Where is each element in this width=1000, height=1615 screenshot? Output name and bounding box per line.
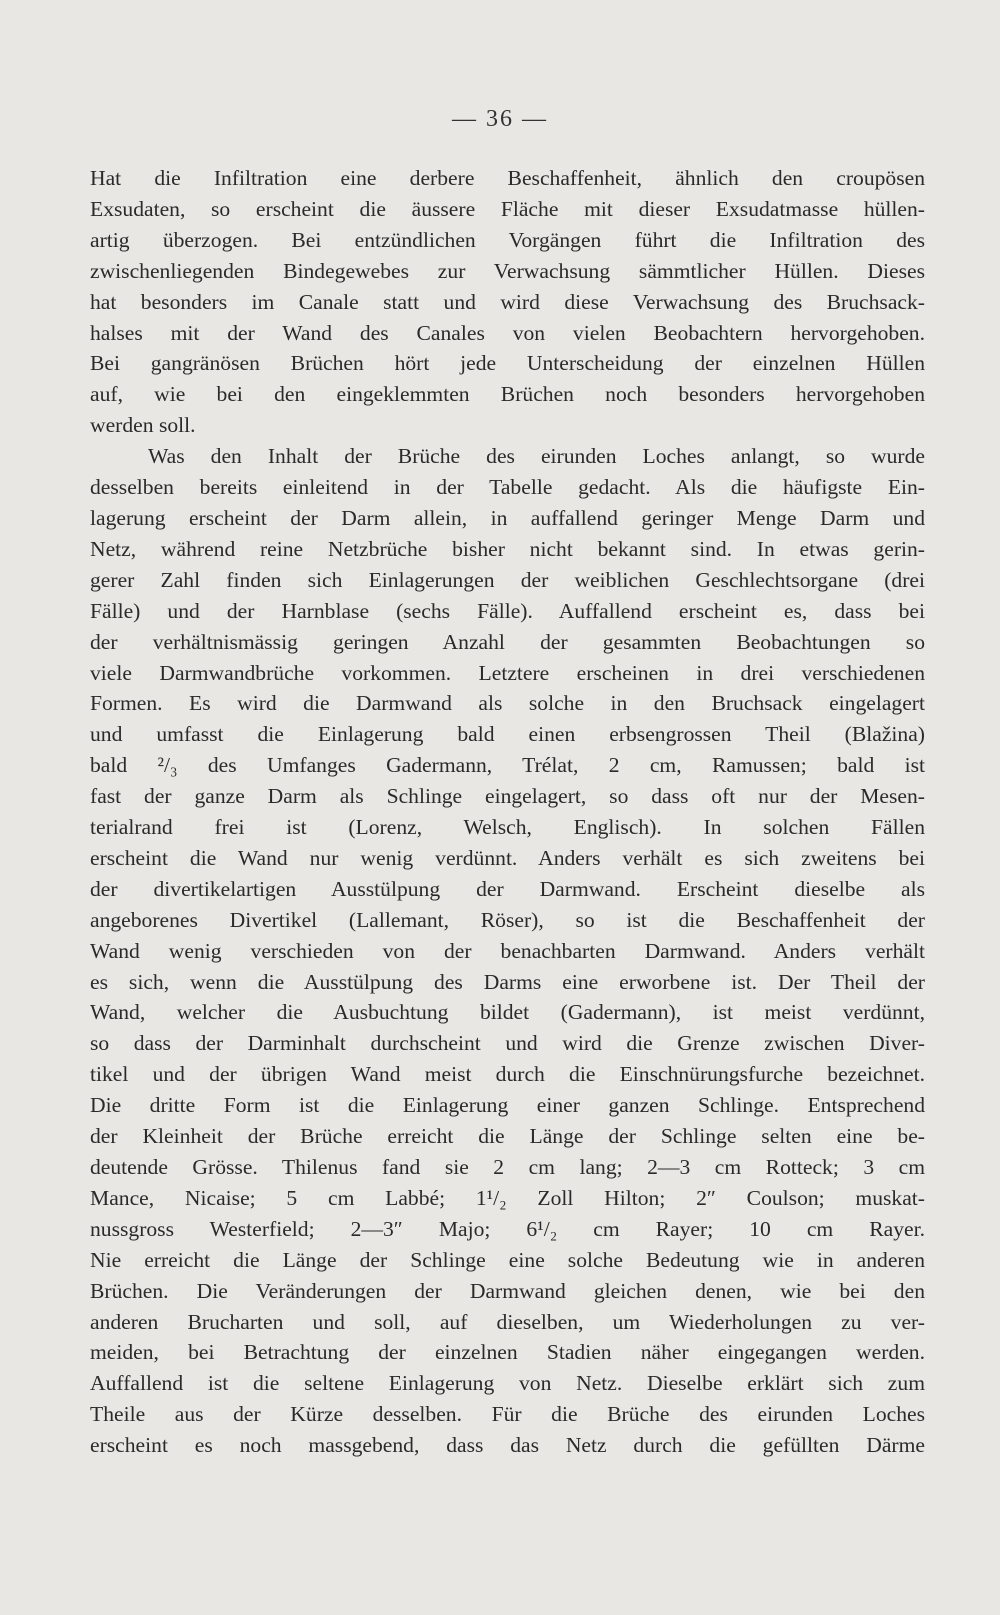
text-line: tikel und der übrigen Wand meist durch die Einschnürungsfurche bezeichnet. — [90, 1062, 925, 1087]
text-line: Was den Inhalt der Brüche des eirunden Loches anlangt, so wurde — [148, 444, 925, 469]
text-line: deutende Grösse. Thilenus fand sie 2 cm lang; 2—3 cm Rotteck; 3 cm — [90, 1155, 925, 1179]
text-line: Netz, während reine Netzbrüche bisher nicht bekannt sind. In etwas gerin- — [90, 536, 925, 561]
text-line: Formen. Es wird die Darmwand als solche in den Bruchsack eingelagert — [90, 691, 925, 716]
text-line: angeborenes Divertikel (Lallemant, Röser), so ist die Beschaffenheit der — [90, 907, 925, 932]
text-line: Mance, Nicaise; 5 cm Labbé; 1¹/₂ Zoll Hilton; 2″ Coulson; muskat- — [90, 1185, 925, 1210]
text-line: halses mit der Wand des Canales von vielen Beobachtern hervorgehoben. — [90, 320, 925, 345]
text-line: fast der ganze Darm als Schlinge eingelagert, so dass oft nur der Mesen- — [90, 784, 925, 809]
text-line: Brüchen. Die Veränderungen der Darmwand gleichen denen, wie bei den — [90, 1278, 925, 1303]
text-line: so dass der Darminhalt durchscheint und wird die Grenze zwischen Diver- — [90, 1031, 925, 1056]
text-line: es sich, wenn die Ausstülpung des Darms eine erworbene ist. Der Theil der — [90, 969, 925, 994]
text-line: Wand, welcher die Ausbuchtung bildet (Gadermann), ist meist verdünnt, — [90, 1000, 925, 1025]
text-line: erscheint es noch massgebend, dass das Netz durch die gefüllten Därme — [90, 1433, 925, 1458]
text-line: Wand wenig verschieden von der benachbarten Darmwand. Anders verhält — [90, 938, 925, 963]
text-line: der Kleinheit der Brüche erreicht die Länge der Schlinge selten eine be- — [90, 1124, 925, 1149]
text-line: Fälle) und der Harnblase (sechs Fälle). Auffallend erscheint es, dass bei — [90, 598, 925, 623]
text-line: werden soll. — [90, 413, 196, 438]
text-line: auf, wie bei den eingeklemmten Brüchen noch besonders hervorgehoben — [90, 382, 925, 407]
text-line: Die dritte Form ist die Einlagerung einer ganzen Schlinge. Entsprechend — [90, 1093, 925, 1118]
text-line: erscheint die Wand nur wenig verdünnt. Anders verhält es sich zweitens bei — [90, 845, 925, 870]
text-line: Nie erreicht die Länge der Schlinge eine solche Bedeutung wie in anderen — [90, 1247, 925, 1272]
text-line: und umfasst die Einlagerung bald einen erbsengrossen Theil (Blažina) — [90, 722, 925, 747]
text-line: Auffallend ist die seltene Einlagerung von Netz. Dieselbe erklärt sich zum — [90, 1371, 925, 1396]
text-line: desselben bereits einleitend in der Tabelle gedacht. Als die häufigste Ein- — [90, 475, 925, 500]
text-line: gerer Zahl finden sich Einlagerungen der weiblichen Geschlechtsorgane (drei — [90, 567, 925, 592]
text-line: bald ²/₃ des Umfanges Gadermann, Trélat, 2 cm, Ramussen; bald ist — [90, 753, 925, 778]
text-line: hat besonders im Canale statt und wird diese Verwachsung des Bruchsack- — [90, 289, 925, 314]
text-line: Bei gangränösen Brüchen hört jede Unterscheidung der einzelnen Hüllen — [90, 351, 925, 376]
text-line: der divertikelartigen Ausstülpung der Darmwand. Erscheint dieselbe als — [90, 876, 925, 901]
text-line: zwischenliegenden Bindegewebes zur Verwachsung sämmtlicher Hüllen. Dieses — [90, 258, 925, 283]
paragraph-1 — [90, 163, 925, 441]
text-line: Exsudaten, so erscheint die äussere Fläche mit dieser Exsudatmasse hüllen- — [90, 196, 925, 221]
text-line: der verhältnismässig geringen Anzahl der gesammten Beobachtungen so — [90, 629, 925, 654]
text-line: viele Darmwandbrüche vorkommen. Letztere erscheinen in drei verschiedenen — [90, 660, 925, 685]
paragraph-2 — [90, 441, 925, 1461]
text-line: nussgross Westerfield; 2—3″ Majo; 6¹/₂ cm Rayer; 10 cm Rayer. — [90, 1216, 925, 1241]
body-text — [90, 163, 925, 1461]
text-line: lagerung erscheint der Darm allein, in auffallend geringer Menge Darm und — [90, 505, 925, 530]
text-line: Hat die Infiltration eine derbere Beschaffenheit, ähnlich den croupösen — [90, 166, 925, 190]
text-line: Theile aus der Kürze desselben. Für die Brüche des eirunden Loches — [90, 1402, 925, 1427]
text-line: terialrand frei ist (Lorenz, Welsch, Englisch). In solchen Fällen — [90, 815, 925, 840]
text-line: artig überzogen. Bei entzündlichen Vorgängen führt die Infiltration des — [90, 227, 925, 252]
text-line: meiden, bei Betrachtung der einzelnen Stadien näher eingegangen werden. — [90, 1340, 925, 1365]
text-line: anderen Brucharten und soll, auf dieselben, um Wiederholungen zu ver- — [90, 1309, 925, 1334]
page-number: — 36 — — [452, 106, 548, 132]
